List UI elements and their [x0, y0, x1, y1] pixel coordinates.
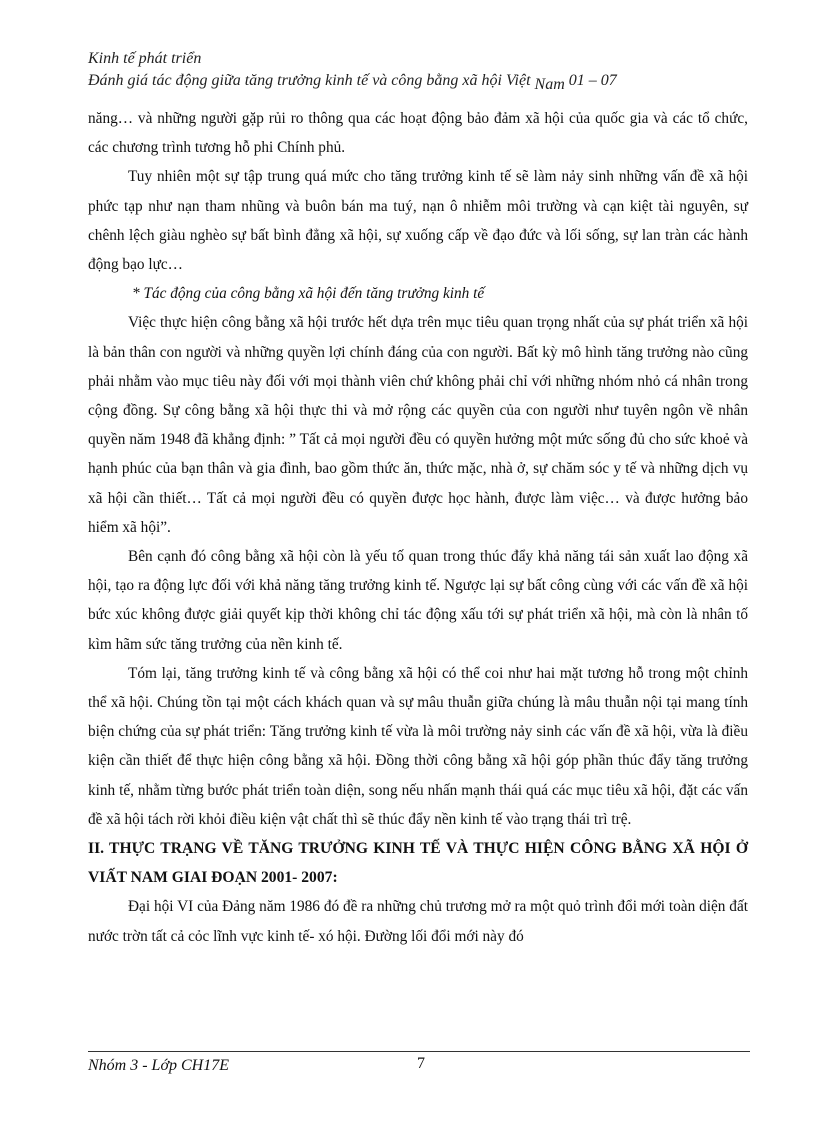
paragraph-continuation: năng… và những người gặp rủi ro thông qua các hoạt động bảo đảm xã hội của quốc gia và các tổ chức, các chương trình tương hỗ phi Chính phủ. [88, 110, 748, 157]
paragraph: Bên cạnh đó công bằng xã hội còn là yếu tố quan trong thúc đẩy khả năng tái sản xuất lao động xã hội, tạo ra động lực đối với khả năng tăng trưởng kinh tế. Ngược lại sự bất công cùng với các vấn đề xã hội bức xúc không được giải quyết kịp thời không chỉ tác động xấu tới sự phát triển xã hội, mà còn là nhân tố kìm hãm sức tăng trưởng của nền kinh tế. [88, 548, 748, 653]
header-document-title [88, 70, 748, 92]
paragraph: Tuy nhiên một sự tập trung quá mức cho tăng trưởng kinh tế sẽ làm nảy sinh những vấn đề xã hội phức tạp như nạn tham nhũng và buôn bán ma tuý, nạn ô nhiễm môi trường và cạn kiệt tài nguyên, sự chênh lệch giàu nghèo sự bất bình đẳng xã hội, sự xuống cấp về đạo đức và lối sống, sự lan tràn các hành động bạo lực… [88, 168, 748, 274]
page-header [88, 48, 748, 92]
document-body [88, 104, 748, 951]
header-title-sub: Nam [534, 76, 565, 93]
paragraph: Tóm lại, tăng trưởng kinh tế và công bằng xã hội có thể coi như hai mặt tương hỗ trong một chỉnh thể xã hội. Chúng tồn tại một cách khách quan và sự mâu thuẫn giữa chúng là mâu thuẫn nội tại mang tính biện chứng của sự phát triển: Tăng trưởng kinh tế vừa là môi trường nảy sinh các vấn đề xã hội, vừa là điều kiện cần thiết để thực hiện công bằng xã hội. Đồng thời công bằng xã hội góp phần thúc đẩy tăng trưởng kinh tế, nhằm từng bước phát triển toàn diện, song nếu nhấn mạnh thái quá các mục tiêu xã hội, đặt các vấn đề xã hội tách rời khỏi điều kiện vật chất thì sẽ thúc đẩy nền kinh tế vào trạng thái trì trệ. [88, 664, 748, 828]
footer-divider [88, 1051, 750, 1052]
paragraph: Đại hội VI của Đảng năm 1986 đó đề ra những chủ trương mở ra một quỏ trình đổi mới toàn diện đất nước trờn tất cả cỏc lĩnh vực kinh tế- xó hội. Đường lối đổi mới này đó [88, 898, 748, 945]
section-heading: II. THỰC TRẠNG VỀ TĂNG TRƯỞNG KINH TẾ VÀ THỰC HIỆN CÔNG BẰNG XÃ HỘI Ở VIẤT NAM GIAI ĐOẠN 2001- 2007: [88, 840, 748, 887]
subsection-heading: * Tác động của công bằng xã hội đến tăng trưởng kinh tế [132, 285, 485, 303]
footer-group-class: Nhóm 3 - Lớp CH17E [88, 1057, 229, 1074]
header-course-title: Kinh tế phát triển [88, 50, 202, 67]
header-title-tail: 01 – 07 [564, 72, 617, 89]
paragraph: Việc thực hiện công bằng xã hội trước hết dựa trên mục tiêu quan trọng nhất của sự phát triển xã hội là bản thân con người và những quyền lợi chính đáng của con người. Bất kỳ mô hình tăng trưởng nào cũng phải nhằm vào mục tiêu này đối với mọi thành viên chứ không phải chỉ với những nhóm nhỏ cá nhân trong cộng đồng. Sự công bằng xã hội thực thi và mở rộng các quyền của con người như tuyên ngôn về nhân quyền năm 1948 đã khẳng định: ” Tất cả mọi người đều có quyền hưởng một mức sống đủ cho sức khoẻ và hạnh phúc của bạn thân và gia đình, bao gồm thức ăn, thức mặc, nhà ở, sự chăm sóc y tế và những dịch vụ xã hội cần thiết… Tất cả mọi người đều có quyền được học hành, được làm việc… và được hưởng bảo hiểm xã hội”. [88, 314, 748, 536]
header-title-main: Đánh giá tác động giữa tăng trưởng kinh tế và công bằng xã hội Việt [88, 72, 535, 89]
page-number: 7 [417, 1055, 425, 1072]
